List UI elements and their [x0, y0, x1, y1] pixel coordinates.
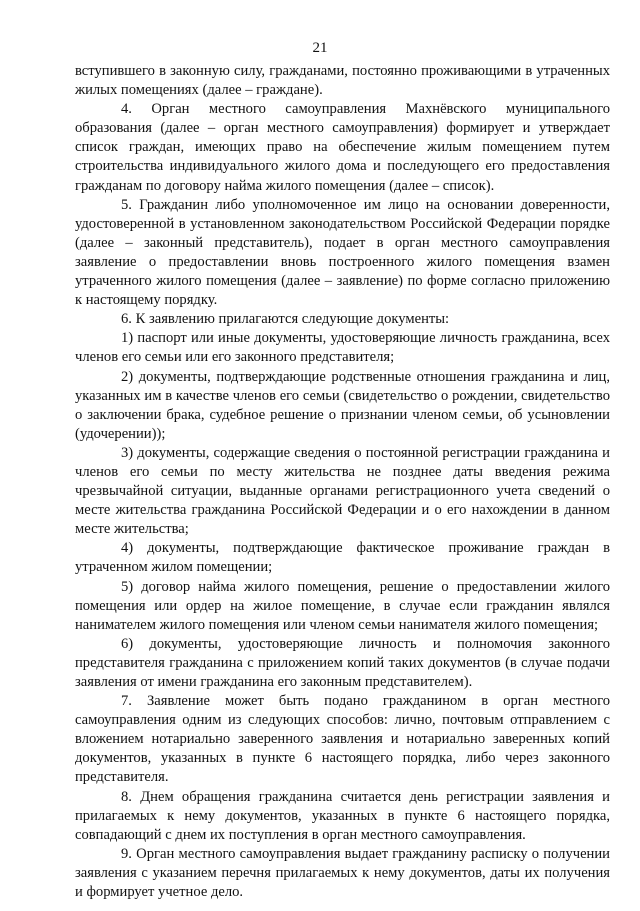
list-item-6: 6) документы, удостоверяющие личность и полномочия законного представителя гражданина с приложением копий таких документов (в случае подачи заявления от имени гражданина его законным представителем).	[75, 635, 610, 690]
paragraph-7: 7. Заявление может быть подано гражданином в орган местного самоуправления одним из следующих способов: лично, почтовым отправлением с вложением нотариально заверенного заявления и нотариально заверенных копий документов, указанных в пункте 6 настоящего порядка, либо через законного представителя.	[75, 693, 610, 786]
list-item-5: 5) договор найма жилого помещения, решение о предоставлении жилого помещения или ордер на жилое помещение, в случае если гражданин являлся нанимателем жилого помещения или членом семьи нанимателя жилого помещения;	[75, 578, 610, 633]
paragraph-6: 6. К заявлению прилагаются следующие документы:	[121, 311, 450, 328]
paragraph-continuation: вступившего в законную силу, гражданами, постоянно проживающими в утраченных жилых помещениях (далее – граждане).	[75, 63, 610, 99]
paragraph-4: 4. Орган местного самоуправления Махнёвского муниципального образования (далее – орган местного самоуправления) формирует и утверждает список граждан, имеющих право на обеспечение жилым помещением путем строительства индивидуального жилого дома и последующего его предоставления гражданам по договору найма жилого помещения (далее – список).	[75, 101, 610, 194]
list-item-2: 2) документы, подтверждающие родственные отношения гражданина и лиц, указанных им в качестве членов его семьи (свидетельство о рождении, свидетельство о заключении брака, судебное решение о признании членом семьи, об усыновлении (удочерении));	[75, 368, 610, 442]
paragraph-5: 5. Гражданин либо уполномоченное им лицо на основании доверенности, удостоверенной в установленном законодательством Российской Федерации порядке (далее – законный представитель), подает в орган местного самоуправления заявление о предоставлении вновь построенного жилого помещения взамен утраченного жилого помещения (далее – заявление) по форме согласно приложению к настоящему порядку.	[75, 196, 610, 309]
list-item-4: 4) документы, подтверждающие фактическое проживание граждан в утраченном жилом помещении;	[75, 540, 610, 576]
list-item-1: 1) паспорт или иные документы, удостоверяющие личность гражданина, всех членов его семьи или его законного представителя;	[75, 330, 610, 366]
page-number: 21	[312, 40, 328, 56]
list-item-3: 3) документы, содержащие сведения о постоянной регистрации гражданина и членов его семьи по месту жительства не позднее даты введения режима чрезвычайной ситуации, выданные органами регистрационного учета сведений о месте жительства гражданина Российской Федерации и о его нахождении в данном месте жительства;	[75, 444, 610, 538]
document-body	[75, 62, 610, 902]
paragraph-9: 9. Орган местного самоуправления выдает гражданину расписку о получении заявления с указанием перечня прилагаемых к нему документов, даты их получения и формирует учетное дело.	[75, 845, 610, 901]
paragraph-8: 8. Днем обращения гражданина считается день регистрации заявления и прилагаемых к нему документов, указанных в пункте 6 настоящего порядка, совпадающий с днем их поступления в орган местного самоуправления.	[75, 788, 610, 843]
